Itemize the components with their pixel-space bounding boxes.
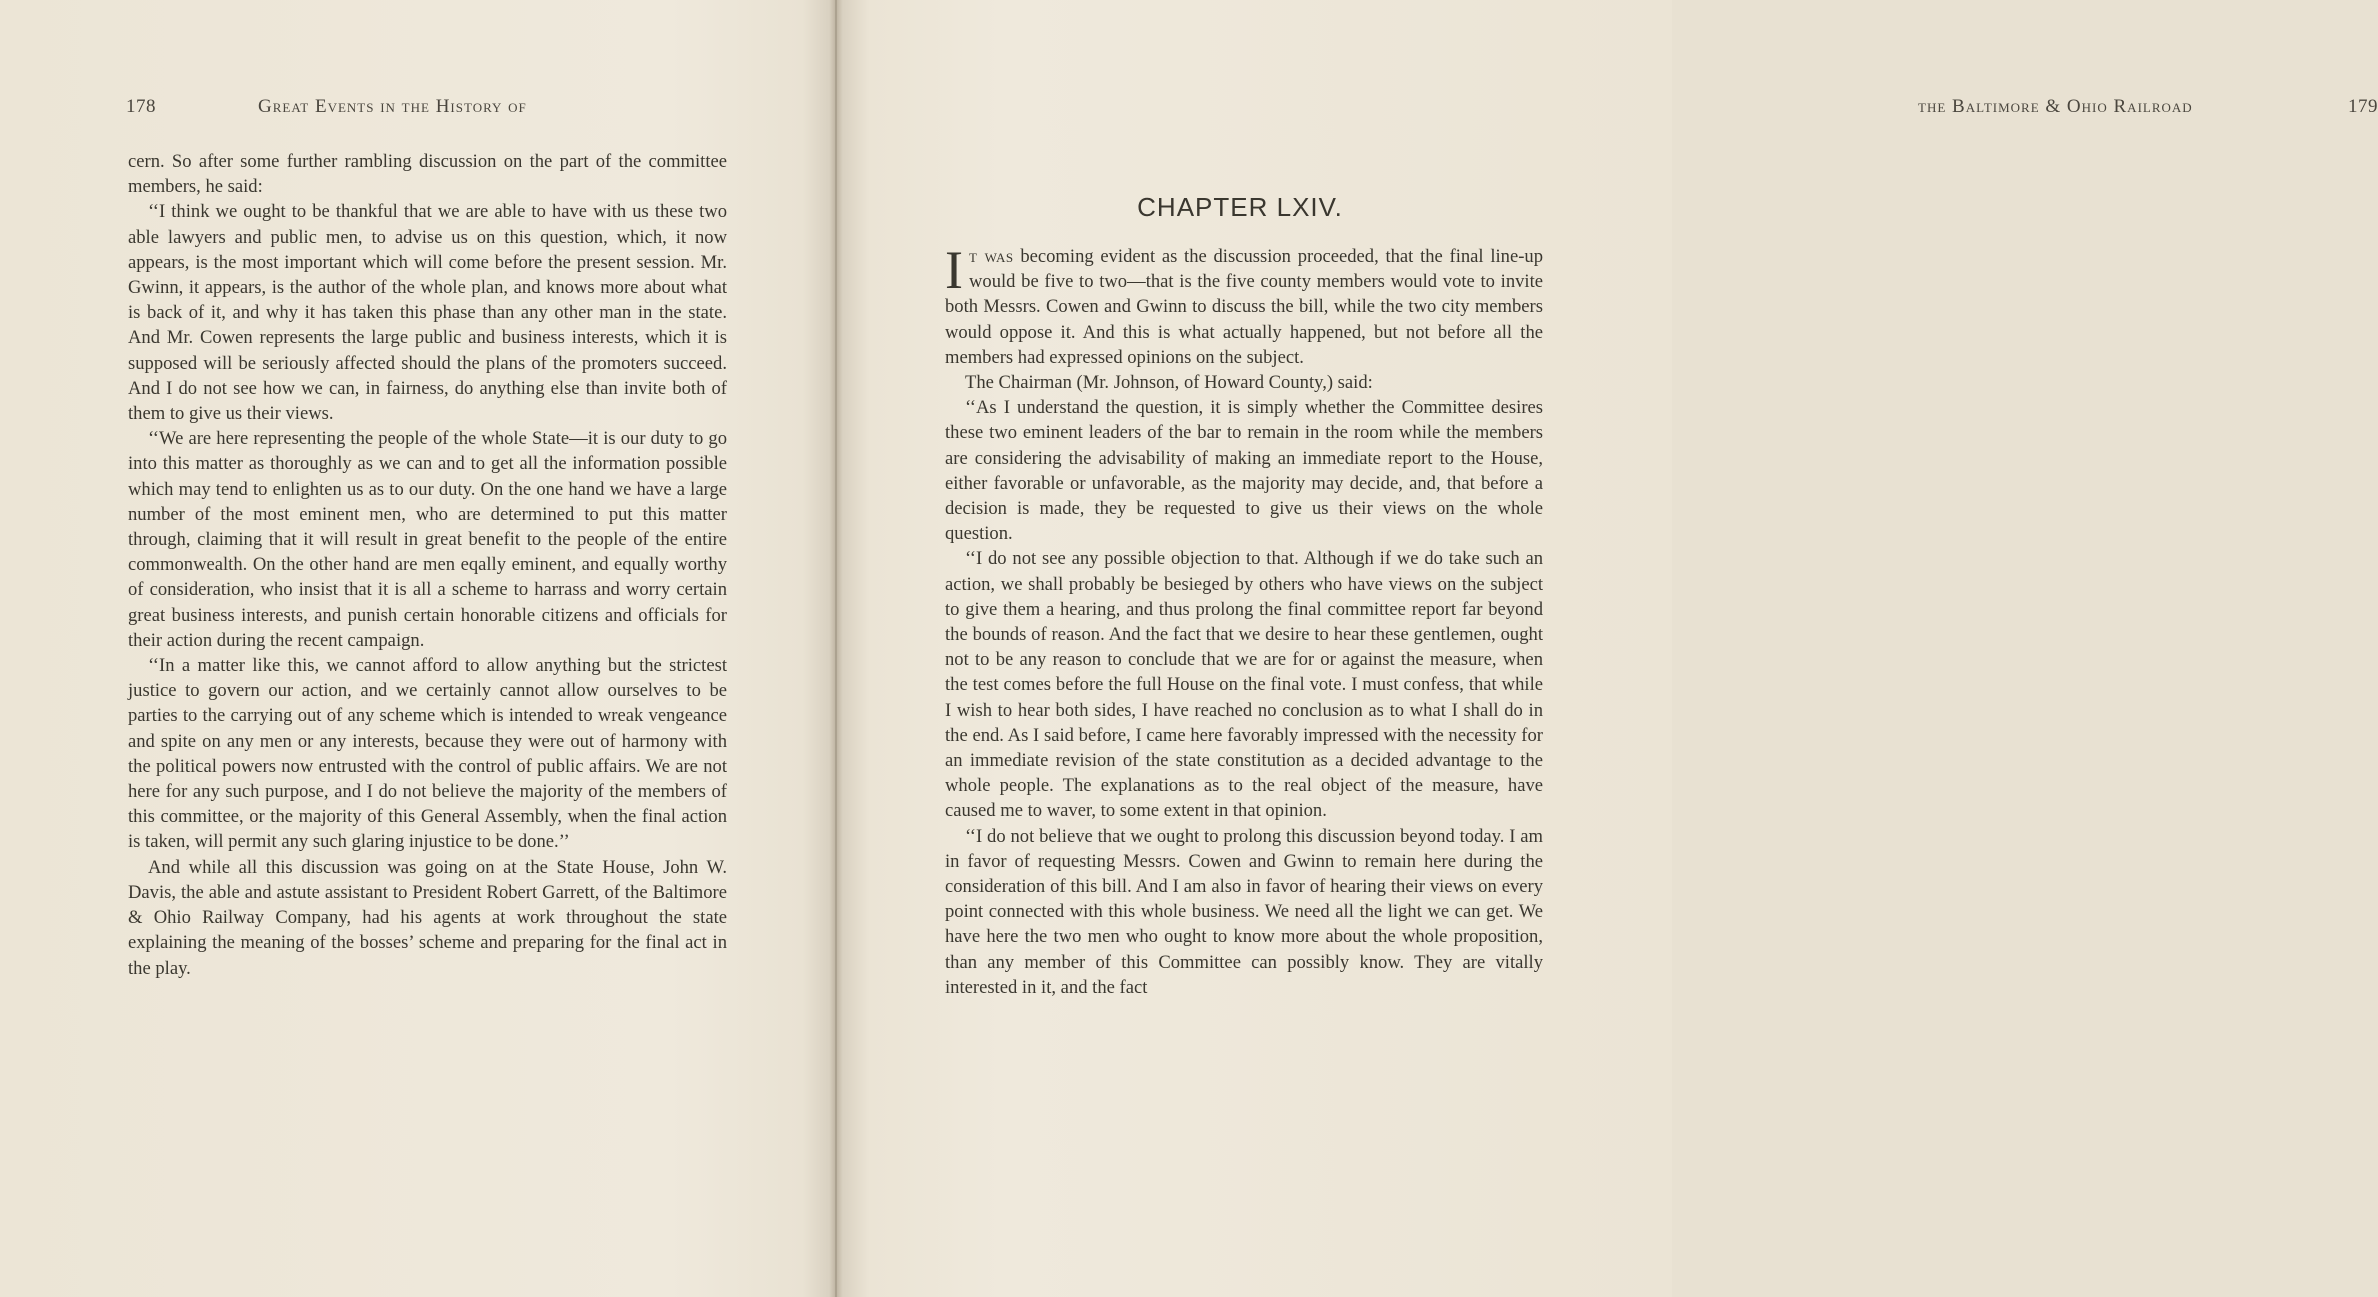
chapter-title: CHAPTER LXIV.	[1137, 192, 1343, 222]
right-page-body	[945, 240, 1543, 1000]
paragraph: cern. So after some further rambling discussion on the part of the committee members, he said:	[128, 151, 727, 198]
left-page-body	[128, 149, 727, 981]
paragraph: ‘‘I do not believe that we ought to prolong this discussion beyond today. I am in favor of requesting Messrs. Cowen and Gwinn to remain here during the consideration of this bill. And I am also in favor of hearing their views on every point connected with this whole business. We need all the light we can get. We have here the two men who ought to know more about the whole proposition, than any member of this Committee can possibly know. They are vitally interested in it, and the fact	[945, 825, 1543, 998]
left-page-number: 178	[126, 96, 156, 117]
right-page-number: 179	[2348, 96, 2378, 117]
paragraph: ‘‘We are here representing the people of the whole State—it is our duty to go into this matter as thoroughly as we can and to get all the information possible which may tend to enlighten us as to our duty. On the one hand we have a large number of the most eminent men, who are determined to put this matter through, claiming that it will result in great benefit to the people of the entire commonwealth. On the other hand are men eqally eminent, and equally worthy of consideration, who insist that it is all a scheme to harrass and worry certain great business interests, and punish certain honorable citizens and officials for their action during the recent campaign.	[128, 428, 727, 651]
drop-cap: I	[945, 240, 963, 300]
paragraph: And while all this discussion was going on at the State House, John W. Davis, the able and astute assistant to President Robert Garrett, of the Baltimore & Ohio Railway Company, had his agents at work throughout the state explaining the meaning of the bosses’ scheme and preparing for the final act in the play.	[128, 856, 727, 979]
chapter-opening-paragraph	[945, 240, 1543, 370]
paragraph: ‘‘As I understand the question, it is simply whether the Committee desires these two eminent leaders of the bar to remain in the room while the members are considering the advisability of making an immediate report to the House, either favorable or unfavorable, as the majority may decide, and, that before a decision is made, they be requested to give us their views on the whole question.	[945, 397, 1543, 545]
left-running-head: Great Events in the History of	[258, 96, 527, 117]
lead-small-caps: t was	[968, 246, 1014, 267]
paragraph: ‘‘I do not see any possible objection to that. Although if we do take such an action, we shall probably be besieged by others who have views on the subject to give them a hearing, and thus prolong the final committee report far beyond the bounds of reason. And the fact that we desire to hear these gentlemen, ought not to be any reason to conclude that we are for or against the measure, when the test comes before the full House on the final vote. I must confess, that while I wish to hear both sides, I have reached no conclusion as to what I shall do in the end. As I said before, I came here favorably impressed with the necessity for an immediate revision of the state constitution as a decided advantage to the whole people. The explanations as to the real object of the measure, have caused me to waver, to some extent in that opinion.	[945, 548, 1543, 822]
left-page	[0, 0, 835, 1297]
opening-text: becoming evident as the discussion proceeded, that the final line-up would be five to two—that is the five county members would vote to invite both Messrs. Cowen and Gwinn to discuss the bill, while the two city members would oppose it. And this is what actually happened, but not before all the members had expressed opinions on the subject.	[945, 246, 1543, 368]
paragraph: ‘‘I think we ought to be thankful that we are able to have with us these two able lawyers and public men, to advise us on this question, which, it now appears, is the most important which will come before the present session. Mr. Gwinn, it appears, is the author of the whole plan, and knows more about what is back of it, and why it has taken this phase than any other man in the state. And Mr. Cowen represents the large public and business interests, which it is supposed will be seriously affected should the plans of the promoters succeed. And I do not see how we can, in fairness, do anything else than invite both of them to give us their views.	[128, 201, 727, 425]
paragraph: ‘‘In a matter like this, we cannot afford to allow anything but the strictest justice to govern our action, and we certainly cannot allow ourselves to be parties to the carrying out of any scheme which is intended to wreak vengeance and spite on any men or any interests, because they were out of harmony with the political powers now entrusted with the control of public affairs. We are not here for any such purpose, and I do not believe the majority of the members of this committee, or the majority of this General Assembly, when the final action is taken, will permit any such glaring injustice to be done.’’	[128, 655, 727, 853]
paragraph: The Chairman (Mr. Johnson, of Howard County,) said:	[965, 372, 1373, 394]
right-running-head: the Baltimore & Ohio Railroad	[1918, 96, 2193, 117]
